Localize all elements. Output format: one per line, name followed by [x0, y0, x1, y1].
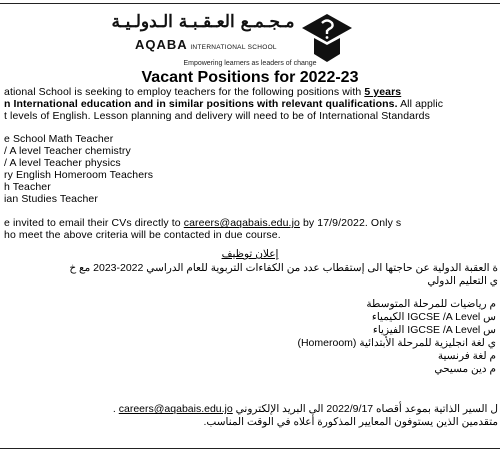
- logo-english-name: [135, 37, 315, 52]
- arabic-careers-email-link[interactable]: careers@aqabais.edu.jo: [118, 403, 233, 415]
- position-item: e School Math Teacher: [4, 133, 114, 145]
- school-logo-icon: [300, 12, 354, 64]
- english-intro-line-3: t levels of English. Lesson planning and delivery will need to be of International Standards: [4, 110, 430, 122]
- logo-subtitle: INTERNATIONAL SCHOOL: [190, 44, 277, 51]
- arabic-intro-line-2: ي التعليم الدولي: [427, 275, 498, 287]
- english-apply-line-2: ho meet the above criteria will be contacted in due course.: [4, 229, 281, 241]
- arabic-position-item: ي لغة انجليزية للمرحلة الأبتدائية (Homeroom): [297, 337, 496, 349]
- position-item: / A level Teacher physics: [4, 157, 121, 169]
- arabic-position-item: م لغة فرنسية: [437, 350, 496, 362]
- arabic-position-item: م رياضيات للمرحلة المتوسطة: [366, 298, 496, 310]
- arabic-apply-line-1: ل السير الذاتية بموعد أقصاه 2022/9/17 الى البريد الإلكتروني careers@aqabais.edu.jo .: [112, 403, 498, 415]
- position-item: ian Studies Teacher: [4, 193, 98, 205]
- page-title: Vacant Positions for 2022-23: [141, 69, 359, 86]
- position-item: / A level Teacher chemistry: [4, 145, 131, 157]
- english-intro-line-2: n International education and in similar positions with relevant qualifications. All applic: [4, 98, 444, 110]
- logo-arabic-name: مـجـمـع العـقـبـة الـدولـيـة: [111, 12, 295, 32]
- arabic-position-item: س IGCSE /A Level الكيمياء: [371, 311, 496, 323]
- arabic-apply-line-2: متقدمين الذين يستوفون المعايير المذكورة أعلاه في الوقت المناسب.: [203, 416, 498, 428]
- experience-years: 5 years: [364, 86, 402, 98]
- position-item: h Teacher: [4, 181, 51, 193]
- english-apply-line-1: e invited to email their CVs directly to careers@aqabais.edu.jo by 17/9/2022. Only s: [4, 217, 402, 229]
- arabic-position-item: س IGCSE /A Level الفيزياء: [372, 324, 496, 336]
- careers-email-link[interactable]: careers@aqabais.edu.jo: [183, 217, 300, 229]
- position-item: ry English Homeroom Teachers: [4, 169, 154, 181]
- arabic-intro-line-1: ة العقبة الدولية عن حاجتها الى إستقطاب عدد من الكفاءات التربوية للعام الدراسي 2022-2023 مع خ: [69, 262, 498, 274]
- arabic-position-item: م دين مسيحي: [434, 363, 496, 375]
- school-tagline: Empowering learners as leaders of change: [183, 60, 317, 67]
- english-intro-line-1: ational School is seeking to employ teachers for the following positions with 5 years: [4, 86, 402, 98]
- arabic-heading: إعلان توظيف: [221, 248, 279, 260]
- logo-name: AQABA: [135, 37, 188, 52]
